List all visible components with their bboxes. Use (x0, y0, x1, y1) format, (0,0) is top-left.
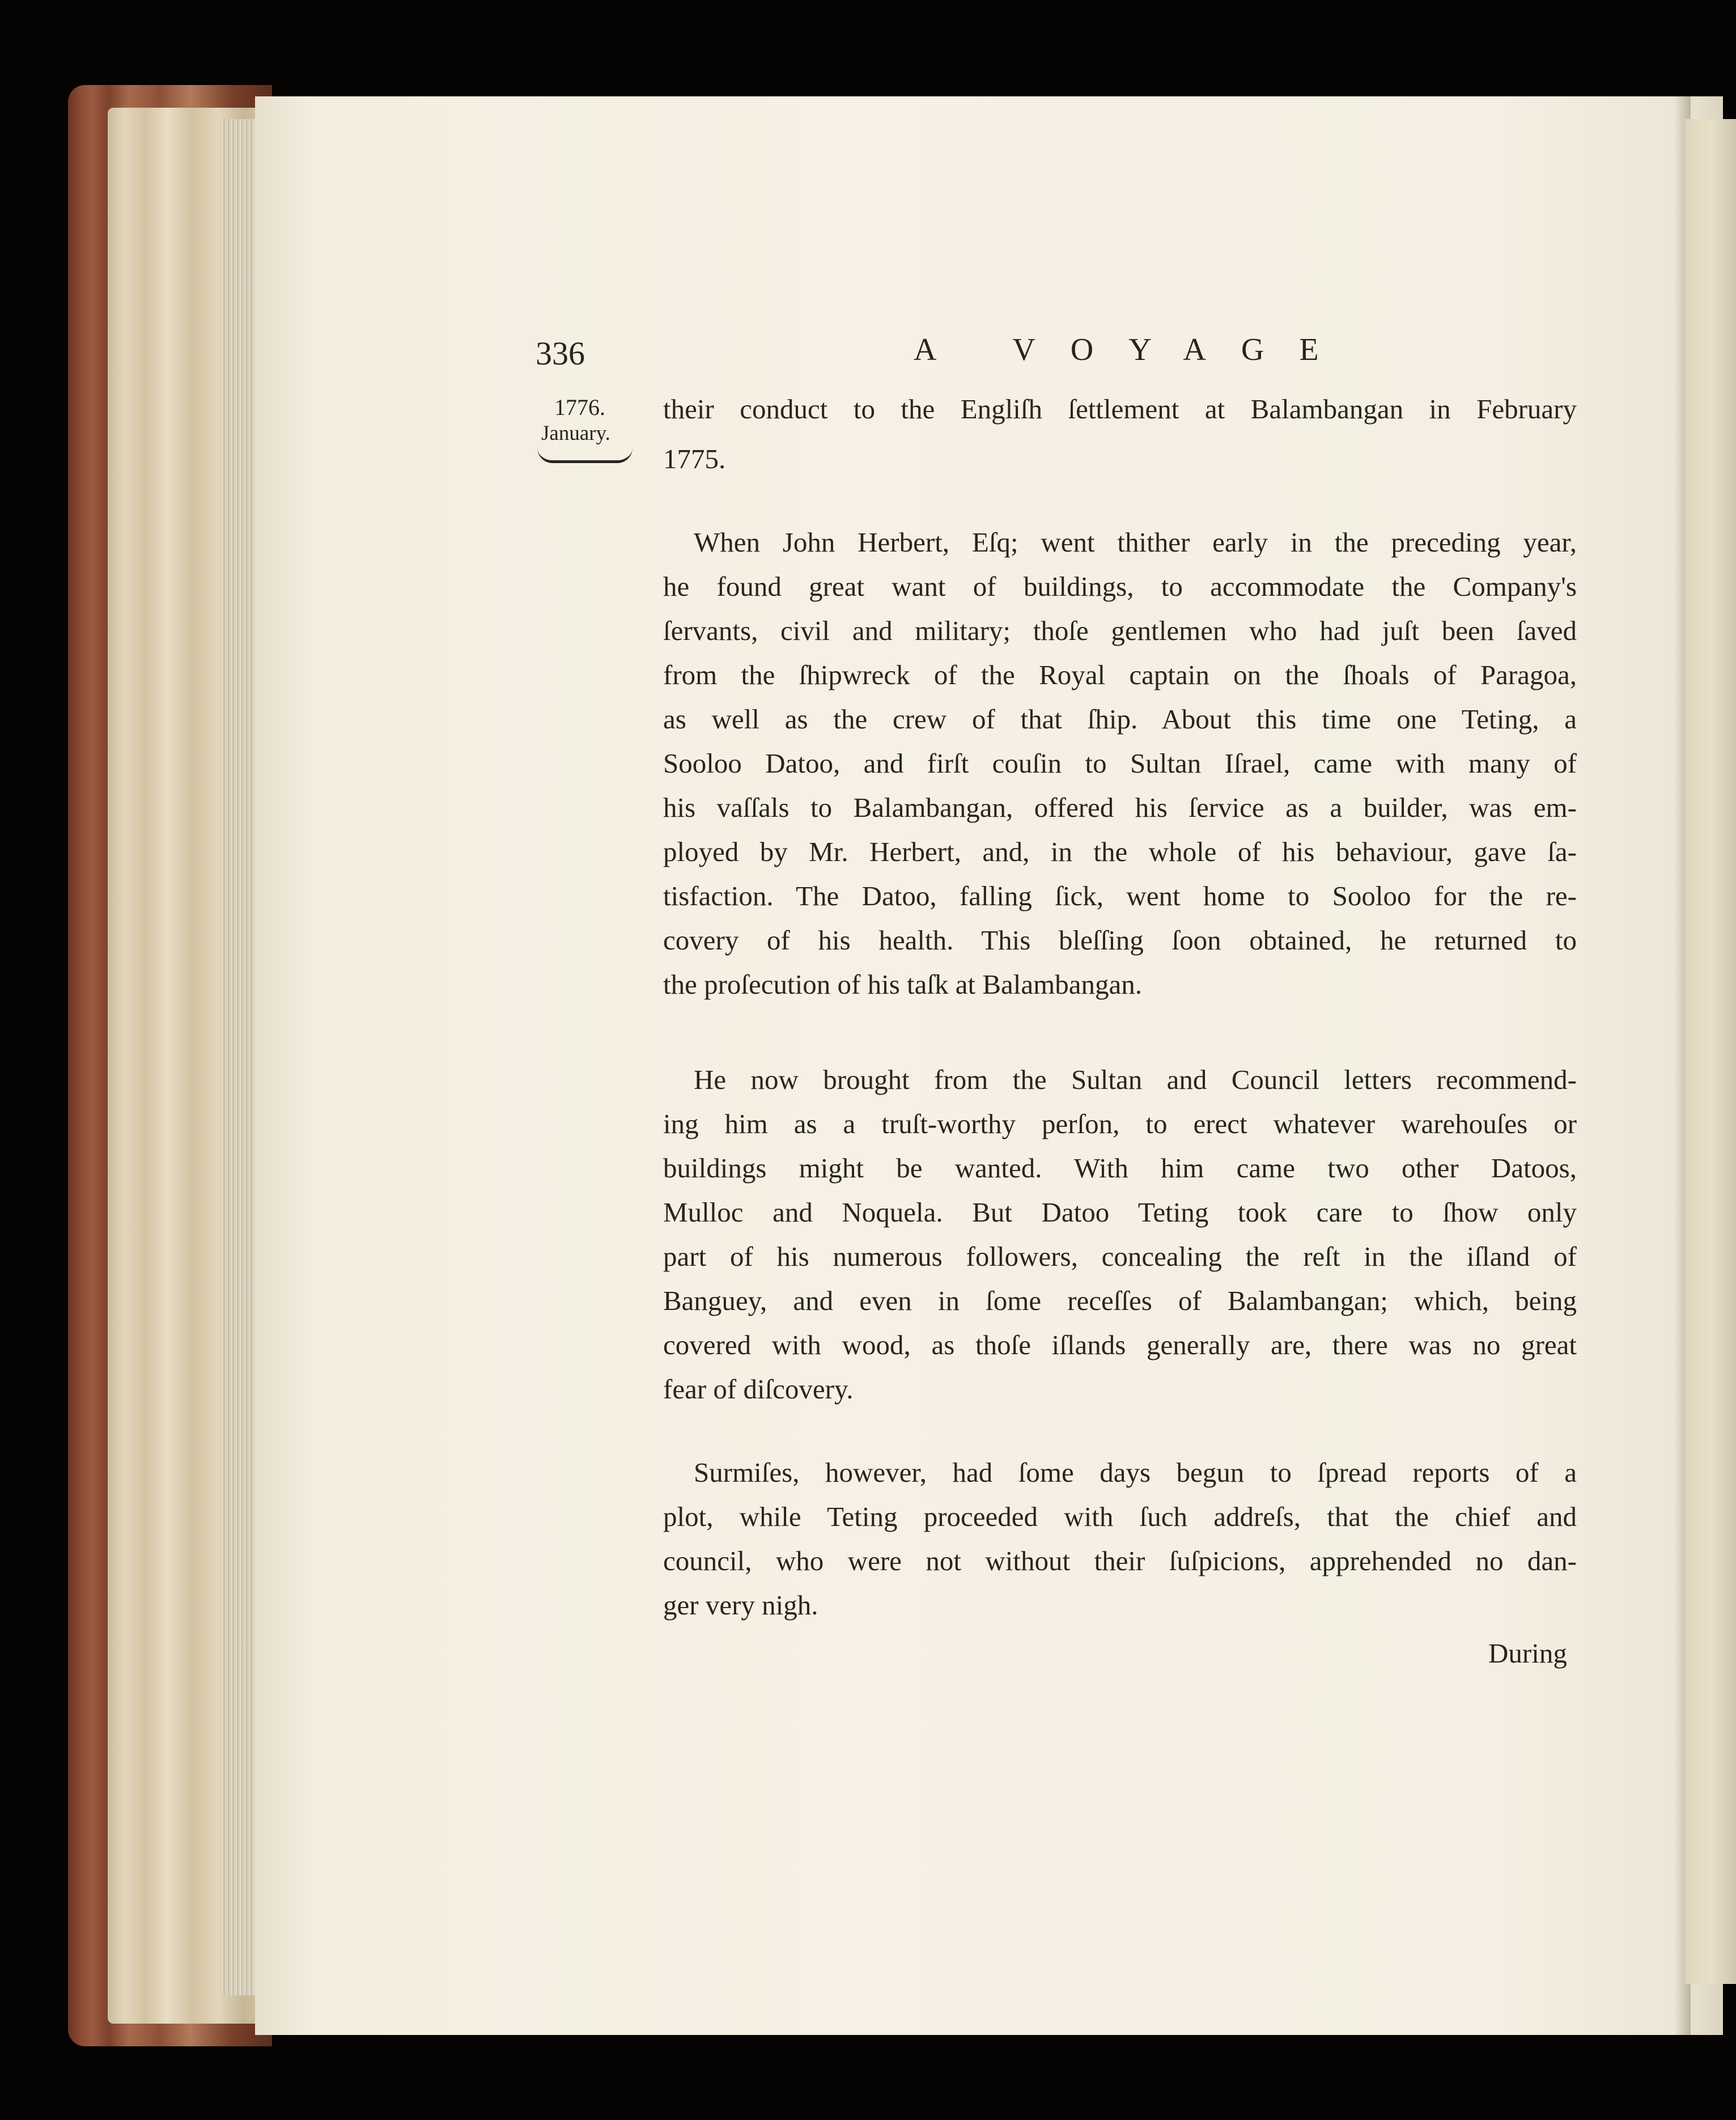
text-line: ing him as a truſt-worthy perſon, to erect whatever warehouſes or (663, 1108, 1577, 1139)
text-line: He now brought from the Sultan and Council letters recommend- (694, 1064, 1577, 1095)
text-line: council, who were not without their ſuſpicions, apprehended no dan- (663, 1545, 1577, 1576)
text-line: ger very nigh. (663, 1589, 818, 1621)
text-line: part of his numerous followers, concealing the reſt in the iſland of (663, 1241, 1577, 1272)
running-head: A VOYAGE (914, 332, 1354, 367)
text-line: plot, while Teting proceeded with ſuch addreſs, that the chief and (663, 1501, 1577, 1532)
text-line: his vaſſals to Balambangan, offered his ſervice as a builder, was em- (663, 792, 1577, 823)
text-line: the proſecution of his taſk at Balambangan. (663, 969, 1143, 1000)
text-line: ployed by Mr. Herbert, and, in the whole of his behaviour, gave ſa- (663, 836, 1577, 867)
catchword: During (1488, 1638, 1567, 1669)
text-line: fear of diſcovery. (663, 1373, 854, 1405)
text-line: their conduct to the Engliſh ſettlement at Balambangan in February (663, 393, 1577, 425)
page-number: 336 (536, 335, 585, 372)
text-line: he found great want of buildings, to accommodate the Company's (663, 571, 1577, 602)
page-stack (221, 119, 255, 1995)
text-line: buildings might be wanted. With him came two other Datoos, (663, 1152, 1577, 1184)
text-line: Surmiſes, however, had ſome days begun to ſpread reports of a (694, 1457, 1577, 1488)
margin-note-year: 1776. (554, 395, 605, 420)
text-line: ſervants, civil and military; thoſe gentlemen who had juſt been ſaved (663, 615, 1577, 646)
text-line: 1775. (663, 443, 726, 474)
facing-page-edge (1685, 119, 1736, 1984)
text-line: from the ſhipwreck of the Royal captain on the ſhoals of Paragoa, (663, 659, 1577, 690)
text-line: Mulloc and Noquela. But Datoo Teting took care to ſhow only (663, 1197, 1577, 1228)
margin-note-month: January. (541, 422, 610, 445)
margin-brace (537, 448, 633, 463)
text-line: When John Herbert, Eſq; went thither early in the preceding year, (694, 527, 1577, 558)
text-line: as well as the crew of that ſhip. About this time one Teting, a (663, 703, 1577, 735)
text-line: Banguey, and even in ſome receſſes of Balambangan; which, being (663, 1285, 1577, 1316)
text-line: covery of his health. This bleſſing ſoon obtained, he returned to (663, 925, 1577, 956)
text-line: covered with wood, as thoſe iſlands generally are, there was no great (663, 1329, 1577, 1360)
text-line: tisfaction. The Datoo, falling ſick, went home to Sooloo for the re- (663, 880, 1577, 911)
text-line: Sooloo Datoo, and firſt couſin to Sultan Iſrael, came with many of (663, 748, 1577, 779)
